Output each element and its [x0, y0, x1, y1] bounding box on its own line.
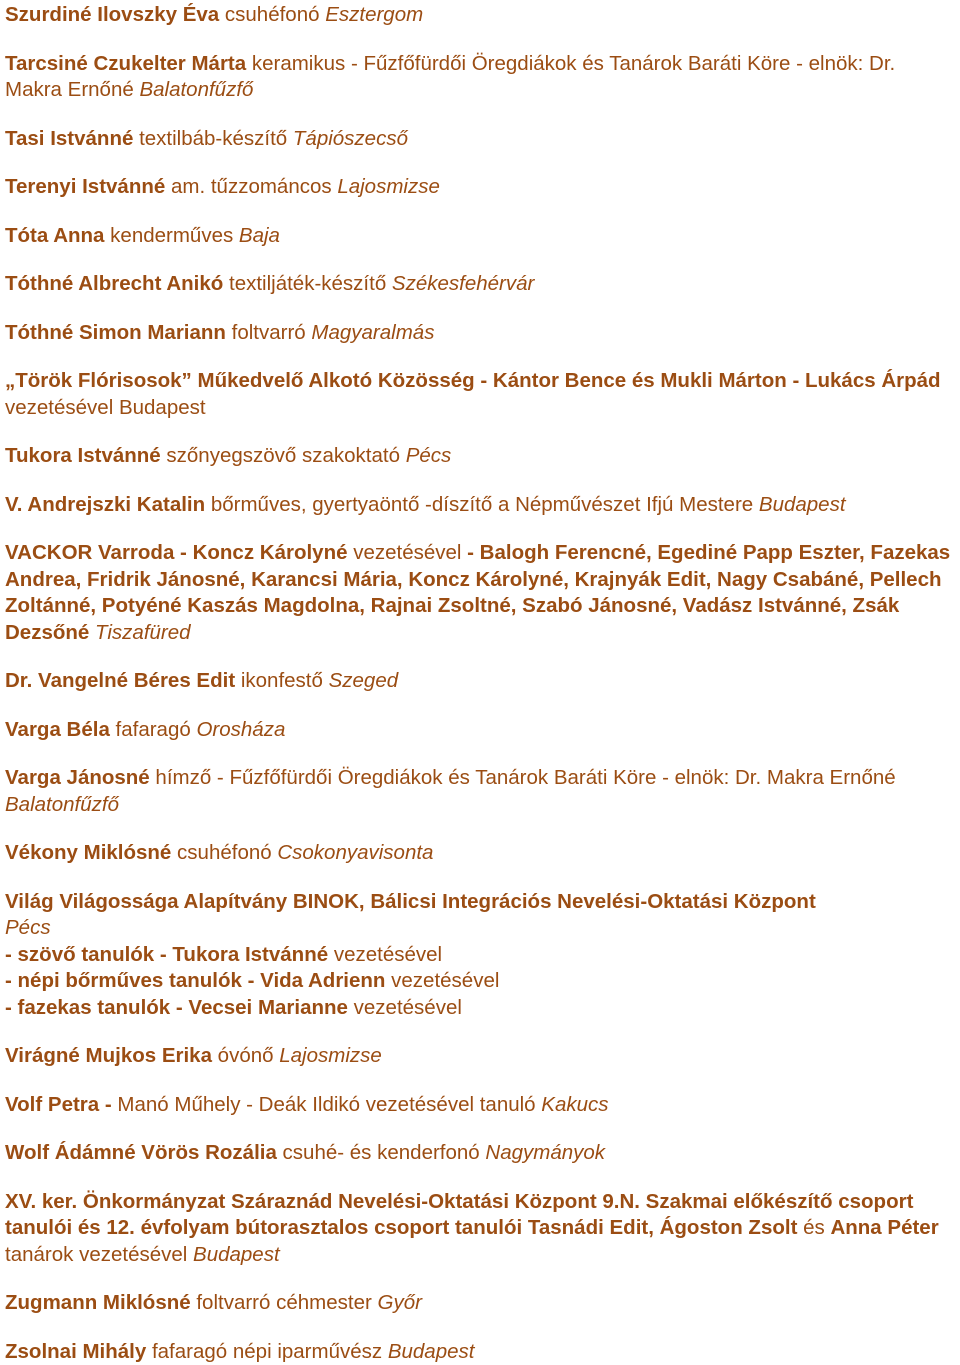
entry-description: kenderműves	[104, 224, 238, 247]
entry-description: fafaragó	[110, 718, 197, 741]
entry-name: - Balogh Ferencné, Egediné Papp Eszter, Fazekas Andrea, Fridrik Jánosné, Karancsi Mária, Koncz Károlyné, Krajnyák Edit, Nagy Csabáné, Pellech Zoltánné, Potyéné Kaszás Magdolna, Rajnai Zsoltné, Szabó Jánosné, Vadász Istvánné, Zsák Dezsőné	[5, 541, 950, 644]
list-item	[5, 126, 955, 153]
list-item	[5, 840, 955, 867]
list-item	[5, 223, 955, 250]
entry-name: Világ Világossága Alapítvány BINOK, Bálicsi Integrációs Nevelési-Oktatási Központ	[5, 890, 816, 913]
list-item	[5, 320, 955, 347]
entry-line	[5, 126, 955, 153]
entry-description: vezetésével	[328, 943, 442, 966]
list-item	[5, 1140, 955, 1167]
entry-line	[5, 174, 955, 201]
entry-line	[5, 2, 955, 29]
entry-location: Budapest	[193, 1243, 280, 1266]
entry-description: Budapest	[119, 396, 206, 419]
entry-name: V. Andrejszki Katalin	[5, 493, 205, 516]
entry-location: Balatonfűzfő	[139, 78, 253, 101]
list-item	[5, 443, 955, 470]
entry-description: foltvarró	[226, 321, 311, 344]
entry-name: Wolf Ádámné Vörös Rozália	[5, 1141, 277, 1164]
entry-line	[5, 968, 955, 995]
list-item	[5, 1339, 955, 1365]
entry-location: Székesfehérvár	[392, 272, 534, 295]
entry-name: Anna Péter	[830, 1216, 938, 1239]
entry-name: Tóta Anna	[5, 224, 104, 247]
entry-description: vezetésével	[5, 396, 119, 419]
entry-location: Lajosmizse	[279, 1044, 382, 1067]
entry-description: bőrműves, gyertyaöntő -díszítő a Népművészet Ifjú Mestere	[205, 493, 759, 516]
entry-line	[5, 889, 955, 916]
entry-line	[5, 1140, 955, 1167]
entry-name: - szövő tanulók - Tukora Istvánné	[5, 943, 328, 966]
entry-name: „Török Flórisosok” Műkedvelő Alkotó Közösség - Kántor Bence és Mukli Márton - Lukács Árpád	[5, 369, 941, 392]
entry-line	[5, 223, 955, 250]
entry-description: fafaragó népi iparművész	[146, 1340, 388, 1363]
entry-line	[5, 995, 955, 1022]
entry-line	[5, 540, 955, 646]
entry-name: - fazekas tanulók - Vecsei Marianne	[5, 996, 348, 1019]
list-item	[5, 2, 955, 29]
entry-location: Tápiószecső	[293, 127, 408, 150]
entry-description: csuhéfonó	[171, 841, 277, 864]
entry-name: Terenyi Istvánné	[5, 175, 165, 198]
entry-description: csuhé- és kenderfonó	[277, 1141, 486, 1164]
entry-line	[5, 1339, 955, 1365]
entry-location: Tiszafüred	[95, 621, 191, 644]
entry-description: csuhéfonó	[219, 3, 325, 26]
list-item	[5, 889, 955, 1022]
entry-description: vezetésével	[385, 969, 499, 992]
entry-name: VACKOR Varroda - Koncz Károlyné	[5, 541, 348, 564]
entry-name: Tarcsiné Czukelter Márta	[5, 52, 246, 75]
entry-name: Zsolnai Mihály	[5, 1340, 146, 1363]
entry-name: Szurdiné Ilovszky Éva	[5, 3, 219, 26]
entry-location: Pécs	[406, 444, 452, 467]
entry-location: Lajosmizse	[337, 175, 440, 198]
entry-location: Magyaralmás	[311, 321, 434, 344]
entry-description: hímző - Fűzfőfürdői Öregdiákok és Tanárok Baráti Köre - elnök: Dr. Makra Ernőné	[150, 766, 896, 789]
entry-name: Vékony Miklósné	[5, 841, 171, 864]
list-item	[5, 368, 955, 421]
entry-name: Varga Béla	[5, 718, 110, 741]
entry-location: Nagymányok	[485, 1141, 605, 1164]
entry-location: Budapest	[388, 1340, 475, 1363]
entry-location: Balatonfűzfő	[5, 793, 119, 816]
entry-description: és	[797, 1216, 830, 1239]
list-item	[5, 668, 955, 695]
entry-line	[5, 51, 955, 104]
entry-description: ikonfestő	[235, 669, 328, 692]
entry-description: keramikus - Fűzfőfürdői Öregdiákok és Tanárok Baráti Köre - elnök: Dr. Makra Ernőné	[5, 52, 895, 102]
entry-location: Szeged	[329, 669, 399, 692]
list-item	[5, 765, 955, 818]
list-item	[5, 540, 955, 646]
list-item	[5, 271, 955, 298]
entry-line	[5, 942, 955, 969]
entry-name: Zugmann Miklósné	[5, 1291, 191, 1314]
entry-name: Tukora Istvánné	[5, 444, 161, 467]
list-item	[5, 1092, 955, 1119]
entry-name: Virágné Mujkos Erika	[5, 1044, 212, 1067]
entry-location: Orosháza	[196, 718, 285, 741]
entry-name: Varga Jánosné	[5, 766, 150, 789]
list-item	[5, 1189, 955, 1269]
entry-location: Csokonyavisonta	[277, 841, 433, 864]
entry-line	[5, 840, 955, 867]
list-item	[5, 492, 955, 519]
list-item	[5, 51, 955, 104]
entry-line	[5, 368, 955, 421]
entry-location: Budapest	[759, 493, 846, 516]
list-item	[5, 1290, 955, 1317]
entry-line	[5, 1092, 955, 1119]
entry-line	[5, 1043, 955, 1070]
entry-name: Volf Petra -	[5, 1093, 112, 1116]
list-item	[5, 174, 955, 201]
entry-line	[5, 765, 955, 818]
entry-description: foltvarró céhmester	[191, 1291, 378, 1314]
entry-name: Tóthné Simon Mariann	[5, 321, 226, 344]
entry-line	[5, 443, 955, 470]
entry-line	[5, 492, 955, 519]
entry-name: - népi bőrműves tanulók - Vida Adrienn	[5, 969, 385, 992]
entry-description: óvónő	[212, 1044, 279, 1067]
entry-name: Tóthné Albrecht Anikó	[5, 272, 223, 295]
entry-description: textiljáték-készítő	[223, 272, 392, 295]
entry-line	[5, 1189, 955, 1269]
entry-line	[5, 320, 955, 347]
entry-location: Pécs	[5, 916, 51, 939]
entry-name: Dr. Vangelné Béres Edit	[5, 669, 235, 692]
list-item	[5, 717, 955, 744]
entry-description: vezetésével	[348, 996, 462, 1019]
entry-description: textilbáb-készítő	[133, 127, 293, 150]
entry-description: vezetésével	[348, 541, 468, 564]
entry-name: XV. ker. Önkormányzat Száraznád Nevelési-Oktatási Központ 9.N. Szakmai előkészítő csoport tanulói és 12. évfolyam bútorasztalos csoport tanulói Tasnádi Edit, Ágoston Zsolt	[5, 1190, 913, 1240]
entry-line	[5, 915, 955, 942]
entry-description: szőnyegszövő szakoktató	[161, 444, 406, 467]
entry-location: Győr	[378, 1291, 422, 1314]
entry-line	[5, 717, 955, 744]
entry-location: Esztergom	[325, 3, 423, 26]
list-item	[5, 1043, 955, 1070]
entry-description: am. tűzzománcos	[165, 175, 337, 198]
entry-location: Baja	[239, 224, 280, 247]
entry-line	[5, 668, 955, 695]
entry-description: Manó Műhely - Deák Ildikó vezetésével tanuló	[112, 1093, 542, 1116]
entry-description: tanárok vezetésével	[5, 1243, 193, 1266]
entry-location: Kakucs	[541, 1093, 608, 1116]
entry-line	[5, 271, 955, 298]
entry-name: Tasi Istvánné	[5, 127, 133, 150]
entry-line	[5, 1290, 955, 1317]
